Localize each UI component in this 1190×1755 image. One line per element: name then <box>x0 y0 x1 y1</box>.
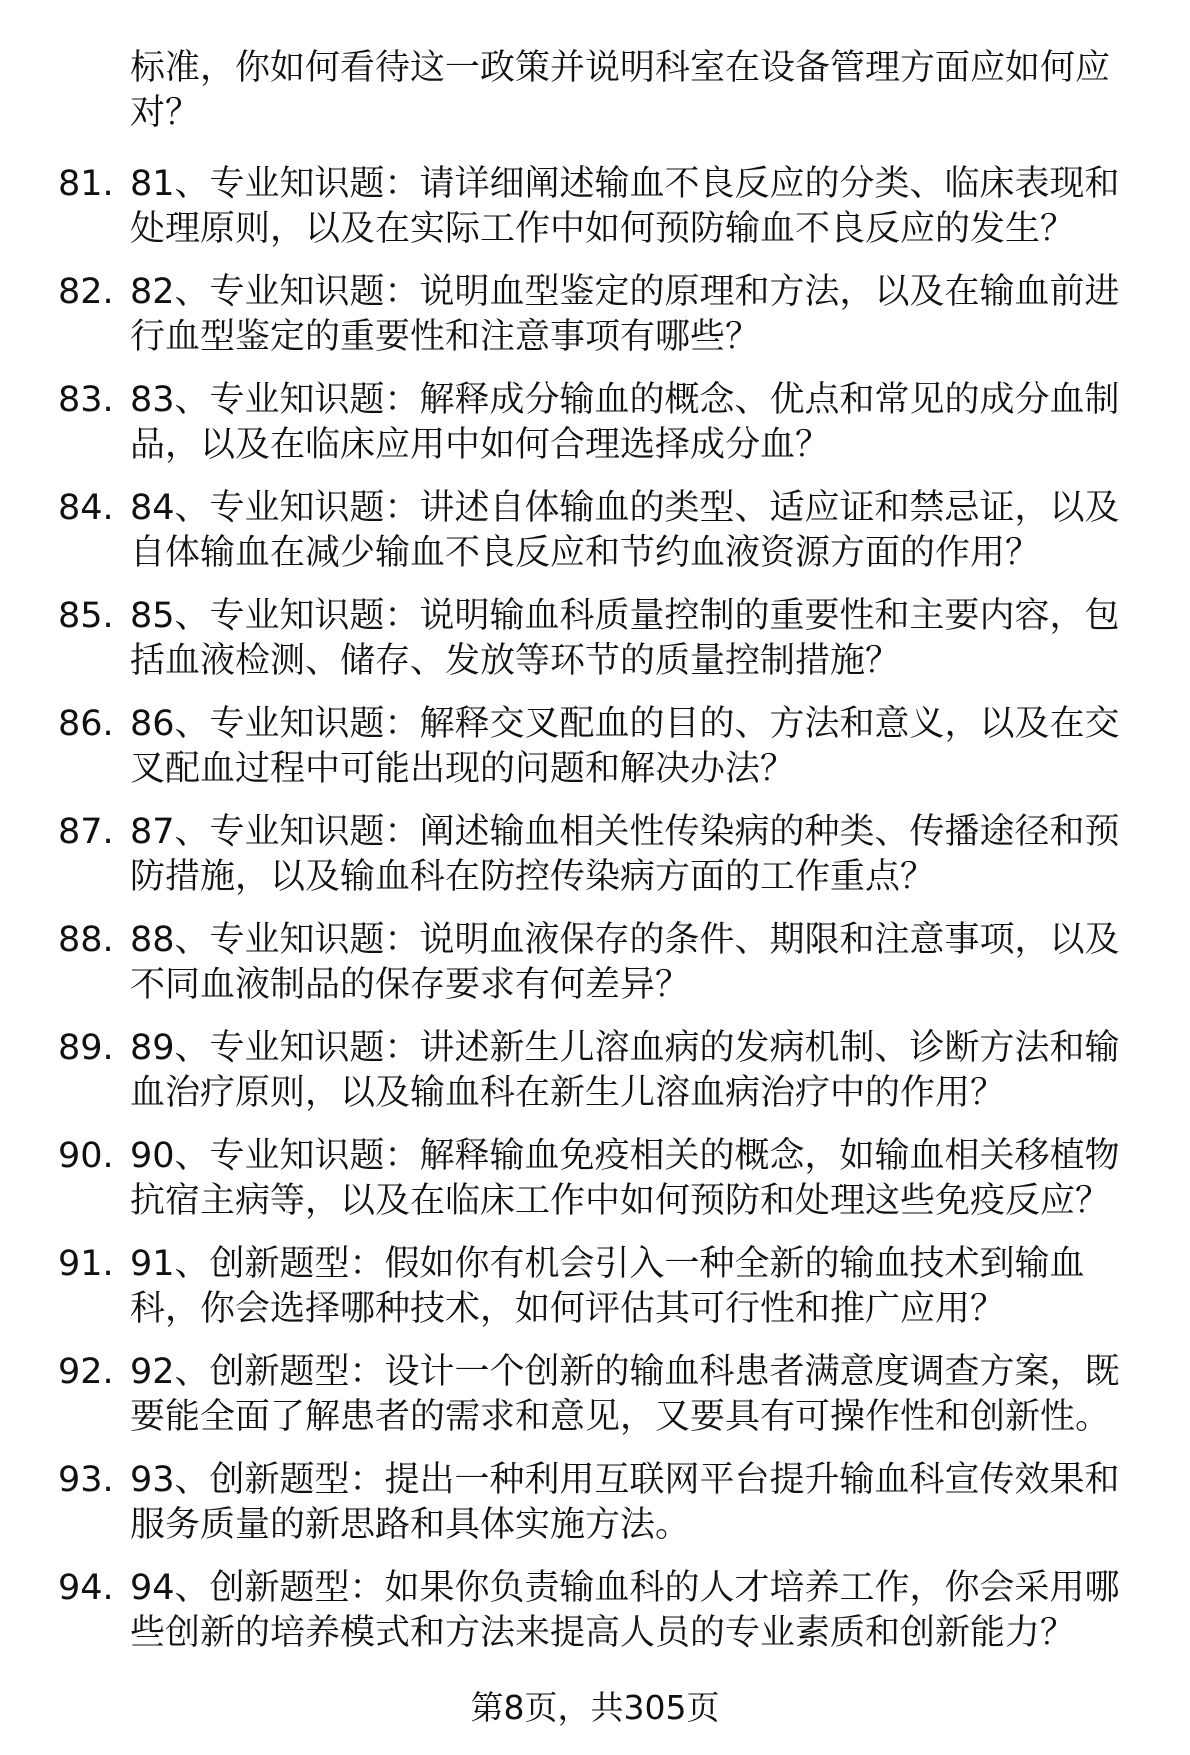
question-text: 84、专业知识题：讲述自体输血的类型、适应证和禁忌证，以及 自体输血在减少输血不良反应和节约血液资源方面的作用？ <box>130 488 1120 573</box>
list-number: 85. <box>58 596 114 636</box>
list-number: 94. <box>58 1568 114 1608</box>
list-item <box>0 1566 1190 1674</box>
question-text: 91、创新题型：假如你有机会引入一种全新的输血技术到输血 科，你会选择哪种技术，如何评估其可行性和推广应用？ <box>130 1244 1085 1329</box>
list-item <box>0 270 1190 378</box>
question-text: 88、专业知识题：说明血液保存的条件、期限和注意事项，以及 不同血液制品的保存要求有何差异？ <box>130 920 1120 1005</box>
list-number: 82. <box>58 272 114 312</box>
question-text: 85、专业知识题：说明输血科质量控制的重要性和主要内容，包 括血液检测、储存、发放等环节的质量控制措施？ <box>130 596 1120 681</box>
list-number: 92. <box>58 1352 114 1392</box>
continued-question-text: 标准，你如何看待这一政策并说明科室在设备管理方面应如何应 对？ <box>130 48 1111 133</box>
list-item <box>0 162 1190 270</box>
list-number: 88. <box>58 920 114 960</box>
list-item <box>0 594 1190 702</box>
list-number: 81. <box>58 164 114 204</box>
list-number: 87. <box>58 812 114 852</box>
question-list <box>0 162 1190 1674</box>
question-text: 93、创新题型：提出一种利用互联网平台提升输血科宣传效果和 服务质量的新思路和具体实施方法。 <box>130 1460 1120 1545</box>
list-number: 89. <box>58 1028 114 1068</box>
list-number: 84. <box>58 488 114 528</box>
list-item <box>0 378 1190 486</box>
list-item <box>0 486 1190 594</box>
list-number: 91. <box>58 1244 114 1284</box>
list-item <box>0 1242 1190 1350</box>
list-item <box>0 1458 1190 1566</box>
list-item <box>0 810 1190 918</box>
list-item <box>0 918 1190 1026</box>
list-number: 90. <box>58 1136 114 1176</box>
list-item <box>0 702 1190 810</box>
list-item <box>0 1026 1190 1134</box>
question-text: 87、专业知识题：阐述输血相关性传染病的种类、传播途径和预 防措施，以及输血科在防控传染病方面的工作重点？ <box>130 812 1120 897</box>
question-text: 86、专业知识题：解释交叉配血的目的、方法和意义，以及在交 叉配血过程中可能出现的问题和解决办法？ <box>130 704 1120 789</box>
question-text: 92、创新题型：设计一个创新的输血科患者满意度调查方案，既 要能全面了解患者的需求和意见，又要具有可操作性和创新性。 <box>130 1352 1120 1437</box>
list-number: 83. <box>58 380 114 420</box>
list-item <box>0 1134 1190 1242</box>
question-text: 94、创新题型：如果你负责输血科的人才培养工作，你会采用哪 些创新的培养模式和方法来提高人员的专业素质和创新能力？ <box>130 1568 1120 1653</box>
question-text: 82、专业知识题：说明血型鉴定的原理和方法，以及在输血前进 行血型鉴定的重要性和注意事项有哪些？ <box>130 272 1120 357</box>
list-number: 86. <box>58 704 114 744</box>
question-text: 89、专业知识题：讲述新生儿溶血病的发病机制、诊断方法和输 血治疗原则，以及输血科在新生儿溶血病治疗中的作用？ <box>130 1028 1120 1113</box>
list-number: 93. <box>58 1460 114 1500</box>
list-item <box>0 1350 1190 1458</box>
question-text: 83、专业知识题：解释成分输血的概念、优点和常见的成分血制 品，以及在临床应用中如何合理选择成分血？ <box>130 380 1120 465</box>
page-footer: 第8页，共305页 <box>470 1688 720 1727</box>
question-text: 81、专业知识题：请详细阐述输血不良反应的分类、临床表现和 处理原则，以及在实际工作中如何预防输血不良反应的发生？ <box>130 164 1120 249</box>
question-text: 90、专业知识题：解释输血免疫相关的概念，如输血相关移植物 抗宿主病等，以及在临床工作中如何预防和处理这些免疫反应？ <box>130 1136 1120 1221</box>
